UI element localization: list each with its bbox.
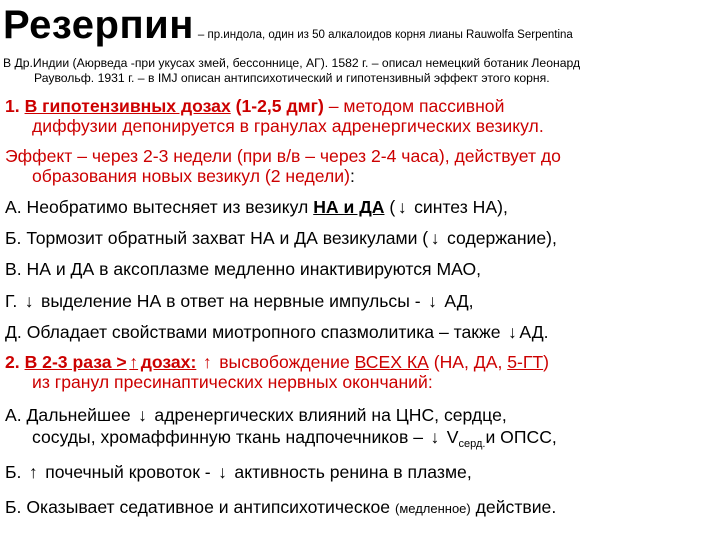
arrow-up-icon: ↑ — [202, 352, 212, 372]
item2-b2-slow: (медленное) — [394, 501, 471, 516]
point-2-5ht: 5-ГТ — [507, 352, 544, 372]
item2-a-v: V — [441, 427, 459, 447]
point-1-line-2: диффузии депонируется в гранулах адренергических везикул. — [32, 116, 544, 136]
item-b — [5, 228, 557, 249]
item-b-tail: содержание), — [442, 228, 557, 248]
arrow-down-icon: ↓ — [218, 462, 227, 482]
arrow-down-icon: ↓ — [24, 291, 34, 311]
arrow-up-icon: ↑ — [129, 352, 139, 372]
arrow-down-icon: ↓ — [430, 427, 440, 447]
item2-a-text: адренергических влияний на ЦНС, сердце, — [149, 405, 507, 425]
arrow-down-icon: ↓ — [428, 291, 437, 311]
item-d — [5, 322, 549, 343]
item2-b2-text: Б. Оказывает седативное и антипсихотическое — [5, 497, 395, 517]
item-g — [5, 291, 474, 312]
item-a-text: А. Необратимо вытесняет из везикул — [5, 197, 314, 217]
item2-a-line-2 — [32, 427, 557, 450]
effect-line-1: Эффект – через 2-3 недели (при в/в – через 2-4 часа), действует до — [5, 146, 561, 166]
item2-b1-tail: активность ренина в плазме, — [229, 462, 472, 482]
item2-a-label: А. Дальнейшее — [5, 405, 136, 425]
point-1-dose-value: (1-2,5 дмг) — [230, 96, 324, 116]
item2-a-text-2: сосуды, хромаффинную ткань надпочечников – — [32, 427, 428, 447]
effect-line-2-text: образования новых везикул (2 недели) — [32, 166, 350, 186]
arrow-down-icon: ↓ — [430, 228, 440, 248]
point-2-paren-close: ) — [543, 352, 549, 372]
title-line — [3, 3, 573, 48]
point-2-dose-word: дозах: — [140, 352, 197, 372]
item-b-text: Б. Тормозит обратный захват НА и ДА везикулами ( — [5, 228, 429, 248]
point-2-number: 2. — [5, 352, 25, 372]
history-line-1: В Др.Индии (Аюрведа -при укусах змей, бессоннице, АГ). 1582 г. – описал немецкий ботаник Леонард — [3, 56, 581, 70]
item2-b2-tail: действие. — [470, 497, 557, 517]
arrow-up-icon: ↑ — [28, 462, 38, 482]
point-1-dose-label: В гипотензивных дозах — [24, 96, 231, 116]
item-v: В. НА и ДА в аксоплазме медленно инактивируются МАО, — [5, 259, 482, 279]
arrow-down-icon: ↓ — [397, 197, 407, 217]
point-2-line-1 — [5, 352, 549, 373]
item2-a-tail: и ОПСС, — [485, 427, 557, 447]
slide-title: Резерпин — [3, 3, 194, 47]
history-line-2: Раувольф. 1931 г. – в IMJ описан антипсихотический и гипотензивный эффект этого корня. — [34, 71, 550, 85]
item-a-na-da: НА и ДА — [313, 197, 385, 217]
item-g-label: Г. — [5, 291, 23, 311]
item2-b1-label: Б. — [5, 462, 27, 482]
item-a-paren: ( — [384, 197, 396, 217]
point-2-release: высвобождение — [214, 352, 355, 372]
item2-b2 — [5, 497, 556, 518]
item-a — [5, 197, 508, 218]
slide-subtitle: – пр.индола, один из 50 алкалоидов корня лианы Rauwolfa Serpentina — [197, 29, 573, 41]
item2-b1 — [5, 462, 472, 483]
point-2-paren: (НА, ДА, — [428, 352, 508, 372]
item-g-text: выделение НА в ответ на нервные импульсы - — [36, 291, 426, 311]
point-1-rest: – методом пассивной — [323, 96, 505, 116]
point-1-line-1 — [5, 96, 504, 117]
arrow-down-icon: ↓ — [508, 322, 517, 342]
item2-a-line-1 — [5, 405, 507, 426]
item2-b1-text: почечный кровоток - — [40, 462, 216, 482]
point-1-number: 1. — [5, 96, 25, 116]
effect-colon: : — [349, 166, 355, 186]
item-a-tail: синтез НА), — [409, 197, 508, 217]
point-2-dose-label: В 2-3 раза > — [24, 352, 127, 372]
item-g-tail: АД, — [439, 291, 474, 311]
item-d-tail: АД. — [519, 322, 549, 342]
arrow-down-icon: ↓ — [138, 405, 147, 425]
effect-line-2 — [32, 166, 355, 187]
point-2-all-ka: ВСЕХ КА — [354, 352, 429, 372]
point-2-line-2: из гранул пресинаптических нервных окончаний: — [32, 372, 433, 392]
item-d-text: Д. Обладает свойствами миотропного спазмолитика – также — [5, 322, 506, 342]
item2-a-v-sub: серд. — [458, 438, 486, 450]
